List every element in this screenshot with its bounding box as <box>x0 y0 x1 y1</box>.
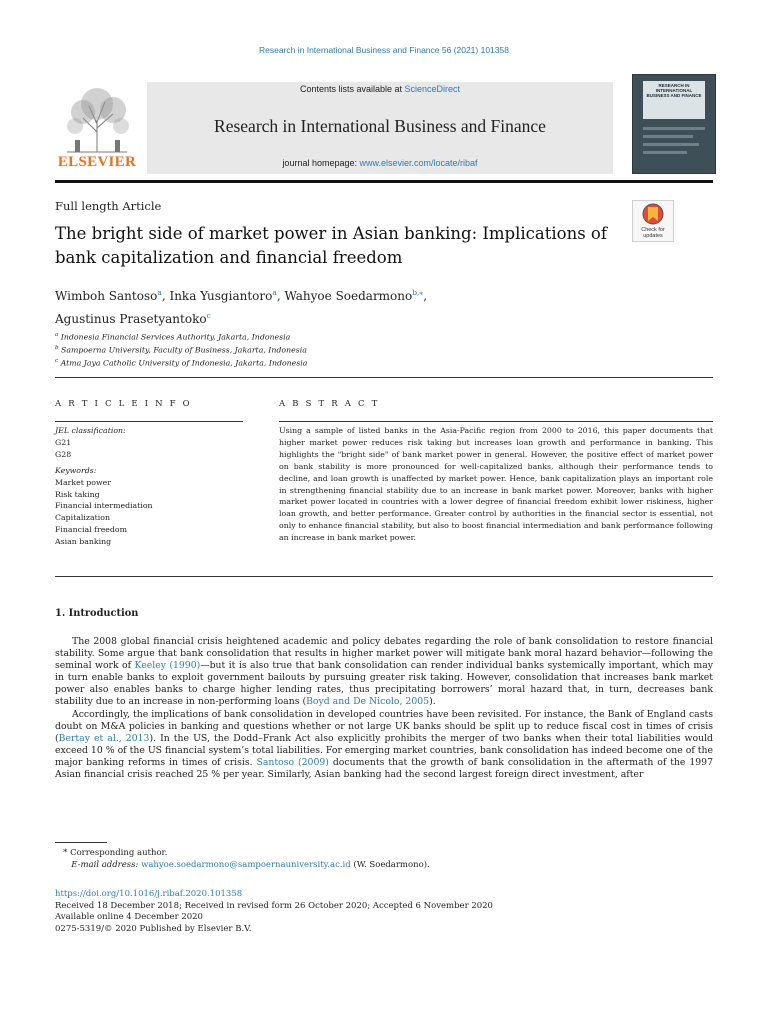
affiliation-mark[interactable]: a <box>272 288 277 297</box>
keyword: Risk taking <box>55 489 100 499</box>
affiliation-line: $^b$ Sampoerna University, Faculty of Business, Jakarta, Indonesia <box>55 345 307 355</box>
header-divider <box>55 180 713 183</box>
affiliation-mark[interactable]: b,⁎ <box>412 288 424 297</box>
author-list: Wimboh Santoso$^a$, Inka Yusgiantoro$^a$, Wahyoe Soedarmono$^{b,⁎}$, Agustinus Prasetyantoko$^c$ <box>55 288 428 326</box>
jel-code: G21 <box>55 437 72 447</box>
elsevier-wordmark: ELSEVIER <box>57 154 137 170</box>
citation-link[interactable]: Keeley (1990) <box>134 660 201 672</box>
article-info-heading: A R T I C L E I N F O <box>55 399 192 409</box>
article-title: The bright side of market power in Asian banking: Implications of bank capitalization and financial freedom <box>55 224 607 267</box>
keyword: Financial freedom <box>55 525 127 535</box>
publication-info <box>55 889 493 935</box>
citation-link[interactable]: Santoso (2009) <box>256 756 329 768</box>
journal-title: Research in International Business and Finance <box>214 116 546 136</box>
copyright: 0275-5319/© 2020 Published by Elsevier B.V. <box>55 923 252 934</box>
affiliation-line: $^c$ Atma Jaya Catholic University of Indonesia, Jakarta, Indonesia <box>55 358 308 368</box>
keyword: Market power <box>55 477 112 487</box>
email-note: E-mail address: wahyoe.soedarmono@sampoernauniversity.ac.id (W. Soedarmono). <box>71 860 430 871</box>
keyword: Capitalization <box>55 513 110 523</box>
affiliation-mark[interactable]: c <box>206 311 211 320</box>
masthead <box>55 82 713 174</box>
keyword: Financial intermediation <box>55 501 153 511</box>
received-dates: Received 18 December 2018; Received in revised form 26 October 2020; Accepted 6 November 2020 <box>55 900 493 911</box>
elsevier-tree-icon <box>55 82 139 154</box>
journal-banner <box>147 82 613 174</box>
divider <box>55 377 713 378</box>
keywords-label: Keywords: <box>55 465 97 475</box>
journal-reference[interactable]: Research in International Business and Finance 56 (2021) 101358 <box>259 45 509 55</box>
contents-line: Contents lists available at ScienceDirect <box>299 84 461 94</box>
sciencedirect-link[interactable]: ScienceDirect <box>404 84 461 94</box>
abstract-heading: A B S T R A C T <box>279 399 380 409</box>
cover-title: RESEARCH IN INTERNATIONAL BUSINESS AND FINANCE <box>646 83 702 98</box>
elsevier-logo[interactable] <box>55 82 139 174</box>
journal-cover-thumbnail[interactable] <box>632 74 716 174</box>
affiliations <box>55 330 307 369</box>
paragraph: Accordingly, the implications of bank consolidation in developed countries have been revisited. For instance, the Bank of England casts doubt on M&A policies in banking and questions whether or not large UK banks should be split up to reduce fiscal cost in times of crisis (Bertay et al., 2013). In the US, the Dodd–Frank Act also explicitly prohibits the merger of two banks when their total liabilities would exceed 10 % of the US financial system’s total liabilities. For emerging market countries, bank consolidation has indeed become one of the major banking reforms in times of crisis. Santoso (2009) documents that the growth of bank consolidation in the aftermath of the 1997 Asian financial crisis reached 25 % per year. Similarly, Asian banking had the second largest foreign direct investment, after <box>55 708 713 781</box>
paragraph: The 2008 global financial crisis heightened academic and policy debates regarding the role of bank consolidation to restore financial stability. Some argue that bank consolidation that results in higher market power will mitigate bank moral hazard behavior—following the seminal work of Keeley (1990)—but it is also true that bank consolidation can render individual banks systemically important, which may in turn enable banks to exploit government bailouts by pursuing greater risk taking. However, consolidation that increases bank market power also enables banks to charge higher lending rates, thus precipitating borrowers’ moral hazard that, in turn, decreases bank stability due to an increase in non-performing loans (Boyd and De Nicolo, 2005). <box>55 636 714 708</box>
introduction-body <box>55 636 713 781</box>
citation-link[interactable]: Boyd and De Nicolo, 2005 <box>306 696 430 708</box>
keyword: Asian banking <box>55 537 112 547</box>
article-type: Full length Article <box>55 199 162 213</box>
author-name[interactable]: Wahyoe Soedarmono <box>284 289 413 303</box>
check-updates-icon <box>633 201 673 227</box>
divider <box>55 576 713 577</box>
divider <box>55 421 243 422</box>
citation-link[interactable]: Bertay et al., 2013 <box>58 732 150 744</box>
email-link[interactable]: wahyoe.soedarmono@sampoernauniversity.ac.id <box>141 860 351 871</box>
jel-label: JEL classification: <box>55 426 126 435</box>
homepage-line: journal homepage: www.elsevier.com/locate/ribaf <box>282 158 478 168</box>
footnote-divider <box>55 842 107 843</box>
journal-homepage-link[interactable]: www.elsevier.com/locate/ribaf <box>359 158 478 168</box>
article-info <box>55 425 153 548</box>
affiliation-line: $^a$ Indonesia Financial Services Authority, Jakarta, Indonesia <box>55 332 291 342</box>
divider <box>279 421 713 422</box>
jel-code: G28 <box>55 449 72 459</box>
author-name[interactable]: Inka Yusgiantoro <box>169 289 273 303</box>
check-for-updates-button[interactable]: Check for updates <box>632 200 674 242</box>
doi-link[interactable]: https://doi.org/10.1016/j.ribaf.2020.101358 <box>55 889 243 899</box>
author-name[interactable]: Wimboh Santoso <box>55 289 158 303</box>
available-online: Available online 4 December 2020 <box>55 912 203 923</box>
footnotes <box>55 847 430 872</box>
section-heading: 1. Introduction <box>55 608 139 619</box>
affiliation-mark[interactable]: a <box>157 288 162 297</box>
abstract-text: Using a sample of listed banks in the Asia-Pacific region from 2000 to 2016, this paper documents that higher market power reduces risk taking but increases loan growth and performance in banking. This highlights the "bright side" of bank market power in general. However, the positive effect of market power on bank stability is more pronounced for well-capitalized banks, although their performance tends to decline, and loan growth is unaffected by market power. Hence, bank capitalization plays an important role in strengthening financial stability due to an increase in bank market power. Moreover, banks with higher market power located in countries with a lower degree of financial freedom exhibit lower riskiness, higher loan growth, and better performance. Greater control by authorities in the financial sector is essential, not only to enhance financial stability, but also to boost financial intermediation and bank performance following an increase in bank market power. <box>279 426 713 543</box>
author-name[interactable]: Agustinus Prasetyantoko <box>55 312 207 326</box>
corresponding-author-note: * Corresponding author. <box>63 848 168 858</box>
